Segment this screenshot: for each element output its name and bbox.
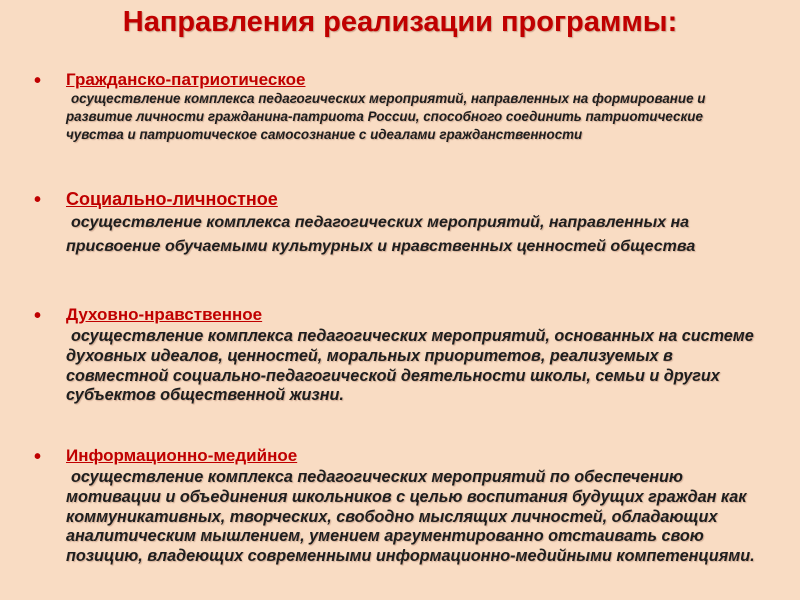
item-heading: Социально-личностное — [66, 189, 278, 209]
bullet-icon: • — [34, 70, 42, 92]
item-heading: Гражданско-патриотическое — [66, 70, 306, 89]
item-description: осуществление комплекса педагогических мероприятий, основанных на системе духовных идеалов, ценностей, моральных приоритетов, реализуемых в совместной социально-педагогической деятельности школы, семьи и других субъектов общественной жизни. — [66, 327, 754, 405]
bullet-icon: • — [34, 446, 42, 468]
bullet-icon: • — [34, 305, 42, 327]
item-description: осуществление комплекса педагогических мероприятий по обеспечению мотивации и объединения школьников с целью воспитания будущих граждан как коммуникативных, творческих, свободно мыслящих личностей, обладающих аналитическим мышлением, умением аргументированно отстаивать свою позицию, владеющих современными информационно-медийными компетенциями. — [66, 468, 755, 566]
item-description: осуществление комплекса педагогических мероприятий, направленных на формирование и развитие личности гражданина-патриота России, способного соединить патриотические чувства и патриотическое самосознание с идеалами гражданственности — [66, 91, 706, 142]
item-heading: Информационно-медийное — [66, 446, 298, 465]
page-title: Направления реализации программы: — [122, 6, 678, 38]
item-description: осуществление комплекса педагогических мероприятий, направленных на присвоение обучаемыми культурных и нравственных ценностей общества — [66, 214, 696, 255]
item-heading: Духовно-нравственное — [66, 305, 263, 324]
bullet-icon: • — [34, 189, 42, 211]
